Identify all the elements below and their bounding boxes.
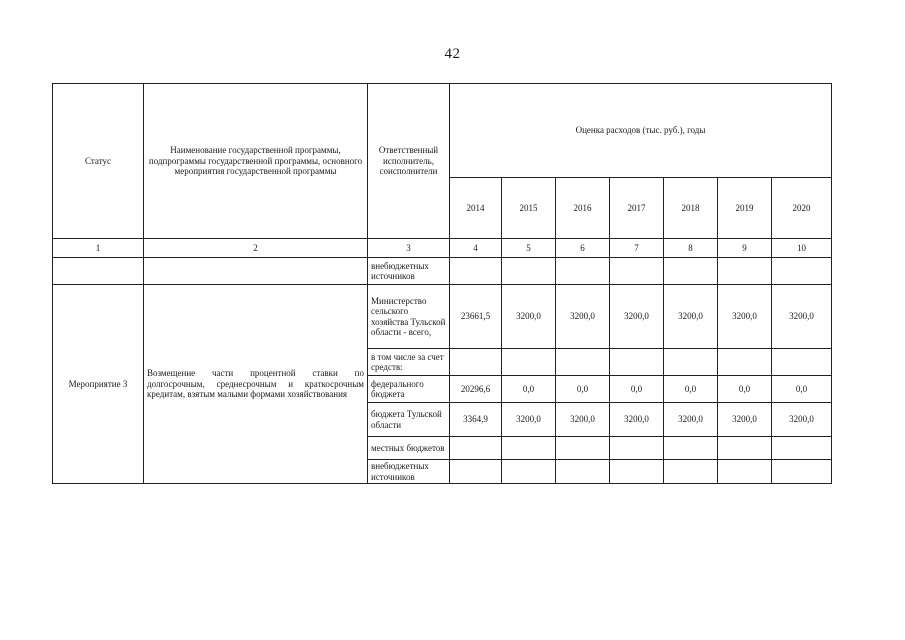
value-cell — [556, 460, 610, 484]
value-cell — [610, 349, 664, 376]
executor-header: Ответственный исполнитель, соисполнители — [368, 84, 450, 239]
funding-source: в том числе за счет средств: — [368, 349, 450, 376]
column-number: 6 — [556, 239, 610, 258]
column-number: 2 — [144, 239, 368, 258]
header-row — [53, 84, 832, 178]
value-cell — [610, 258, 664, 285]
value-cell: 3200,0 — [556, 285, 610, 349]
page-number: 42 — [444, 46, 461, 62]
value-cell — [718, 437, 772, 460]
year-2018: 2018 — [664, 178, 718, 239]
value-cell: 0,0 — [664, 376, 718, 403]
value-cell: 3364,9 — [450, 403, 502, 437]
year-2020: 2020 — [772, 178, 832, 239]
value-cell: 3200,0 — [664, 403, 718, 437]
value-cell — [450, 437, 502, 460]
value-cell — [502, 460, 556, 484]
column-number: 10 — [772, 239, 832, 258]
value-cell — [772, 460, 832, 484]
column-number: 1 — [53, 239, 144, 258]
value-cell — [556, 437, 610, 460]
value-cell: 3200,0 — [502, 403, 556, 437]
value-cell — [718, 349, 772, 376]
value-cell: 0,0 — [718, 376, 772, 403]
value-cell — [502, 258, 556, 285]
column-number: 5 — [502, 239, 556, 258]
year-2019: 2019 — [718, 178, 772, 239]
value-cell — [772, 258, 832, 285]
value-cell — [664, 258, 718, 285]
funding-source: Министерство сельского хозяйства Тульской области - всего, — [368, 285, 450, 349]
column-numbers-row — [53, 239, 832, 258]
measure-status: Мероприятие 3 — [53, 285, 144, 484]
value-cell: 3200,0 — [772, 285, 832, 349]
value-cell — [664, 349, 718, 376]
year-2016: 2016 — [556, 178, 610, 239]
value-cell: 3200,0 — [556, 403, 610, 437]
funding-source: федерального бюджета — [368, 376, 450, 403]
value-cell: 0,0 — [556, 376, 610, 403]
value-cell: 3200,0 — [502, 285, 556, 349]
cost-estimate-header: Оценка расходов (тыс. руб.), годы — [450, 84, 832, 178]
value-cell — [450, 460, 502, 484]
value-cell — [718, 460, 772, 484]
column-number: 8 — [664, 239, 718, 258]
value-cell: 3200,0 — [664, 285, 718, 349]
funding-source: внебюджетных источников — [368, 258, 450, 285]
status-cell — [53, 258, 144, 285]
measure-name: Возмещение части процентной ставки по долгосрочным, среднесрочным и краткосрочным кредитам, взятым малыми формами хозяйствования — [144, 285, 368, 484]
value-cell — [772, 349, 832, 376]
program-name-header: Наименование государственной программы, подпрограммы государственной программы, основного мероприятия государственной программы — [144, 84, 368, 239]
name-cell — [144, 258, 368, 285]
value-cell — [556, 258, 610, 285]
carryover-row — [53, 258, 832, 285]
column-number: 7 — [610, 239, 664, 258]
funding-source: местных бюджетов — [368, 437, 450, 460]
value-cell — [450, 258, 502, 285]
column-number: 4 — [450, 239, 502, 258]
column-number: 3 — [368, 239, 450, 258]
value-cell — [556, 349, 610, 376]
funding-source: внебюджетных источников — [368, 460, 450, 484]
year-2017: 2017 — [610, 178, 664, 239]
value-cell — [664, 437, 718, 460]
value-cell: 0,0 — [502, 376, 556, 403]
value-cell: 3200,0 — [772, 403, 832, 437]
value-cell: 3200,0 — [610, 403, 664, 437]
year-2014: 2014 — [450, 178, 502, 239]
value-cell — [450, 349, 502, 376]
value-cell: 3200,0 — [718, 403, 772, 437]
value-cell — [610, 437, 664, 460]
measure-total-row — [53, 285, 832, 349]
value-cell — [718, 258, 772, 285]
status-header: Статус — [53, 84, 144, 239]
value-cell — [502, 349, 556, 376]
value-cell: 23661,5 — [450, 285, 502, 349]
value-cell: 0,0 — [610, 376, 664, 403]
column-number: 9 — [718, 239, 772, 258]
value-cell: 3200,0 — [718, 285, 772, 349]
value-cell — [610, 460, 664, 484]
value-cell — [772, 437, 832, 460]
year-2015: 2015 — [502, 178, 556, 239]
value-cell — [502, 437, 556, 460]
funding-source: бюджета Тульской области — [368, 403, 450, 437]
budget-table — [52, 83, 832, 484]
value-cell: 3200,0 — [610, 285, 664, 349]
value-cell: 0,0 — [772, 376, 832, 403]
value-cell — [664, 460, 718, 484]
value-cell: 20296,6 — [450, 376, 502, 403]
